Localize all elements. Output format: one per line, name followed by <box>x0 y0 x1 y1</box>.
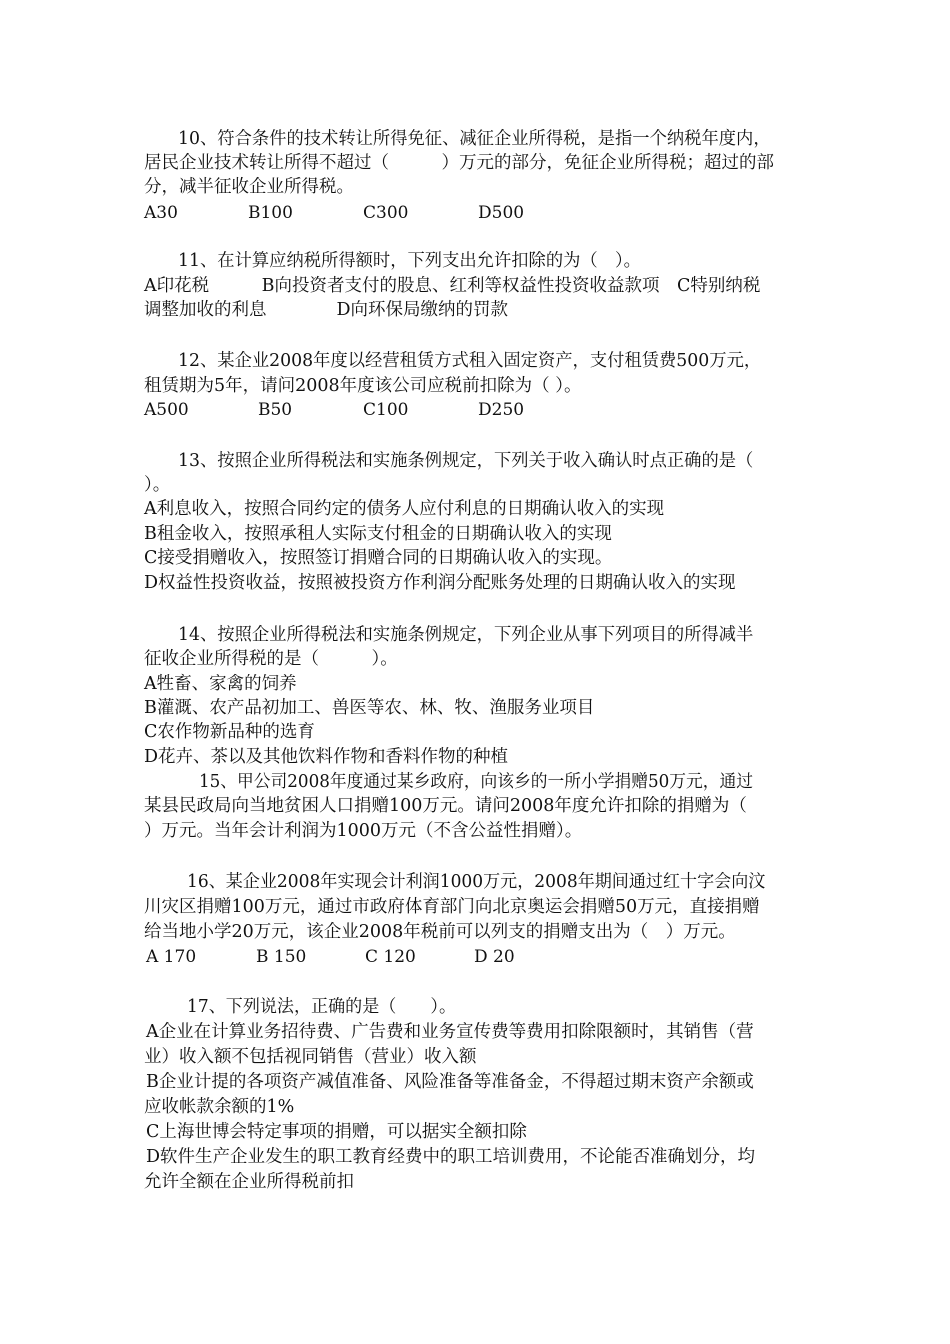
option-a: A500 <box>144 400 189 420</box>
question-16-line-2: 川灾区捐赠100万元，通过市政府体育部门向北京奥运会捐赠50万元，直接捐赠 <box>144 897 760 917</box>
question-11-line-2: A印花税 B向投资者支付的股息、红利等权益性投资收益款项 C特别纳税 <box>144 276 761 296</box>
question-14-option-a: A牲畜、家禽的饲养 <box>144 674 297 694</box>
question-16-line-1: 16、某企业2008年实现会计利润1000万元，2008年期间通过红十字会向汶 <box>187 872 766 892</box>
option-b: B100 <box>248 203 293 223</box>
question-13-option-d: D权益性投资收益，按照被投资方作利润分配账务处理的日期确认收入的实现 <box>144 573 736 593</box>
question-13-line-2: ）。 <box>144 475 171 495</box>
question-17-option-c: C上海世博会特定事项的捐赠，可以据实全额扣除 <box>146 1122 527 1142</box>
option-b: B 150 <box>256 947 307 967</box>
option-c: C 120 <box>365 947 416 967</box>
option-d: D250 <box>478 400 525 420</box>
question-15-line-1: 15、甲公司2008年度通过某乡政府，向该乡的一所小学捐赠50万元，通过 <box>199 772 754 792</box>
option-d: D 20 <box>474 947 515 967</box>
question-14-line-1: 14、按照企业所得税法和实施条例规定，下列企业从事下列项目的所得减半 <box>178 625 754 645</box>
question-12-line-1: 12、某企业2008年度以经营租赁方式租入固定资产，支付租赁费500万元， <box>178 351 762 371</box>
option-c: C300 <box>363 203 409 223</box>
question-13-option-c: C接受捐赠收入，按照签订捐赠合同的日期确认收入的实现。 <box>144 548 613 568</box>
option-c: C100 <box>363 400 409 420</box>
question-15-line-2: 某县民政局向当地贫困人口捐赠100万元。请问2008年度允许扣除的捐赠为（ <box>144 796 747 816</box>
question-17-option-a-line-1: A企业在计算业务招待费、广告费和业务宣传费等费用扣除限额时，其销售（营 <box>146 1022 754 1042</box>
option-b: B50 <box>258 400 293 420</box>
question-13-option-a: A利息收入，按照合同约定的债务人应付利息的日期确认收入的实现 <box>144 499 665 519</box>
question-11-line-1: 11、在计算应纳税所得额时，下列支出允许扣除的为（ ）。 <box>178 251 641 271</box>
question-14-option-b: B灌溉、农产品初加工、兽医等农、林、牧、渔服务业项目 <box>144 698 595 718</box>
question-17-option-b-line-1: B企业计提的各项资产减值准备、风险准备等准备金，不得超过期末资产余额或 <box>146 1072 754 1092</box>
question-17-option-b-line-2: 应收帐款余额的1% <box>144 1097 295 1117</box>
question-15-line-3: ）万元。当年会计利润为1000万元（不含公益性捐赠）。 <box>144 821 583 841</box>
question-10-line-1: 10、符合条件的技术转让所得免征、减征企业所得税，是指一个纳税年度内， <box>178 129 771 149</box>
question-16-line-3: 给当地小学20万元，该企业2008年税前可以列支的捐赠支出为（ ）万元。 <box>144 922 736 942</box>
question-10-line-2: 居民企业技术转让所得不超过（ ）万元的部分，免征企业所得税；超过的部 <box>144 153 774 173</box>
question-14-option-d: D花卉、茶以及其他饮料作物和香料作物的种植 <box>144 747 509 767</box>
question-12-line-2: 租赁期为5年，请问2008年度该公司应税前扣除为（ ）。 <box>144 376 582 396</box>
question-13-line-1: 13、按照企业所得税法和实施条例规定，下列关于收入确认时点正确的是（ <box>178 451 754 471</box>
question-14-line-2: 征收企业所得税的是（ ）。 <box>144 649 398 669</box>
question-11-line-3: 调整加收的利息 D向环保局缴纳的罚款 <box>144 300 509 320</box>
option-a: A 170 <box>146 947 197 967</box>
question-17-option-a-line-2: 业）收入额不包括视同销售（营业）收入额 <box>144 1047 477 1067</box>
question-10-line-3: 分，减半征收企业所得税。 <box>144 177 354 197</box>
question-17-line-1: 17、下列说法，正确的是（ ）。 <box>187 997 457 1017</box>
question-14-option-c: C农作物新品种的选育 <box>144 722 315 742</box>
option-d: D500 <box>478 203 525 223</box>
question-17-option-d-line-2: 允许全额在企业所得税前扣 <box>144 1172 354 1192</box>
question-13-option-b: B租金收入，按照承租人实际支付租金的日期确认收入的实现 <box>144 524 612 544</box>
question-17-option-d-line-1: D软件生产企业发生的职工教育经费中的职工培训费用，不论能否准确划分，均 <box>146 1147 756 1167</box>
option-a: A30 <box>144 203 178 223</box>
